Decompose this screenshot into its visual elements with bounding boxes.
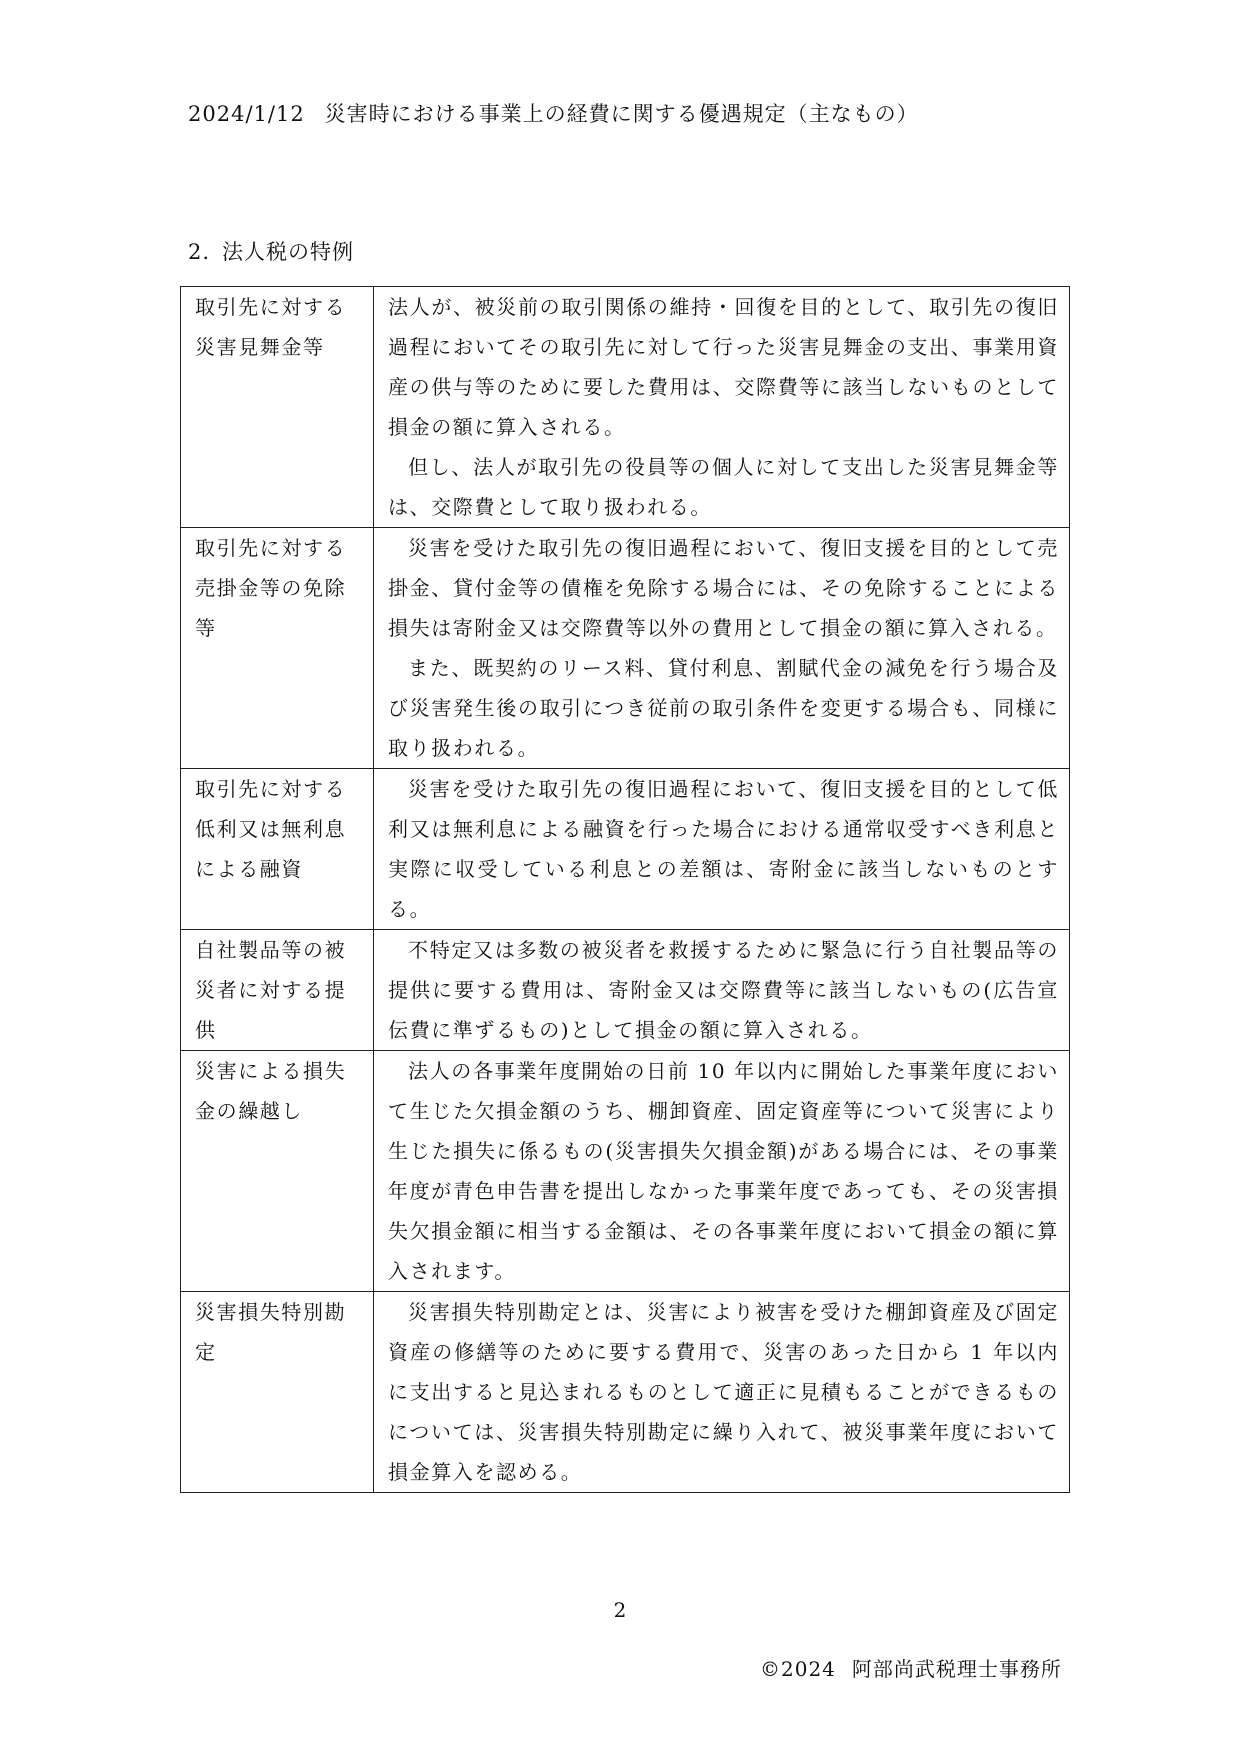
office-name: 阿部尚武税理士事務所 <box>851 1657 1062 1681</box>
row-label: 自社製品等の被災者に対する提供 <box>181 930 374 1051</box>
row-label: 災害損失特別勘定 <box>181 1292 374 1493</box>
description-paragraph: 但し、法人が取引先の役員等の個人に対して支出した災害見舞金等は、交際費として取り扱われる。 <box>388 455 1059 519</box>
header-date: 2024/1/12 <box>188 102 305 126</box>
table-row <box>181 528 1070 769</box>
document-header <box>188 98 919 128</box>
page-number: 2 <box>613 1598 627 1622</box>
description-paragraph: 法人が、被災前の取引関係の維持・回復を目的として、取引先の復旧過程においてその取引先に対して行った災害見舞金の支出、事業用資産の供与等のために要した費用は、交際費等に該当しないものとして損金の額に算入される。 <box>388 295 1059 439</box>
table-row <box>181 287 1070 528</box>
row-description <box>374 769 1070 930</box>
description-paragraph: 法人の各事業年度開始の日前 10 年以内に開始した事業年度において生じた欠損金額のうち、棚卸資産、固定資産等について災害により生じた損失に係るもの(災害損失欠損金額)がある場合には、その事業年度が青色申告書を提出しなかった事業年度であっても、その災害損失欠損金額に相当する金額は、その各事業年度において損金の額に算入されます。 <box>388 1059 1059 1283</box>
special-provisions-table <box>180 286 1070 1493</box>
header-title: 災害時における事業上の経費に関する優遇規定（主なもの） <box>324 102 919 126</box>
row-label: 取引先に対する低利又は無利息による融資 <box>181 769 374 930</box>
description-paragraph: 災害損失特別勘定とは、災害により被害を受けた棚卸資産及び固定資産の修繕等のために要する費用で、災害のあった日から 1 年以内に支出すると見込まれるものとして適正に見積もることができるものについては、災害損失特別勘定に繰り入れて、被災事業年度において損金算入を認める。 <box>388 1300 1059 1484</box>
description-paragraph: また、既契約のリース料、貸付利息、割賦代金の減免を行う場合及び災害発生後の取引につき従前の取引条件を変更する場合も、同様に取り扱われる。 <box>388 656 1059 760</box>
table-row <box>181 930 1070 1051</box>
description-paragraph: 災害を受けた取引先の復旧過程において、復旧支援を目的として低利又は無利息による融資を行った場合における通常収受すべき利息と実際に収受している利息との差額は、寄附金に該当しないものとする。 <box>388 777 1059 921</box>
description-paragraph: 不特定又は多数の被災者を救援するために緊急に行う自社製品等の提供に要する費用は、寄附金又は交際費等に該当しないもの(広告宣伝費に準ずるもの)として損金の額に算入される。 <box>388 938 1059 1042</box>
row-description <box>374 930 1070 1051</box>
description-paragraph: 災害を受けた取引先の復旧過程において、復旧支援を目的として売掛金、貸付金等の債権を免除する場合には、その免除することによる損失は寄附金又は交際費等以外の費用として損金の額に算入される。 <box>388 536 1059 640</box>
section-heading <box>188 236 354 266</box>
section-number: 2. <box>188 240 211 264</box>
table-row <box>181 1051 1070 1292</box>
row-description <box>374 1051 1070 1292</box>
table-row <box>181 1292 1070 1493</box>
row-description <box>374 1292 1070 1493</box>
copyright-line <box>760 1653 1062 1682</box>
row-label: 災害による損失金の繰越し <box>181 1051 374 1292</box>
row-label: 取引先に対する売掛金等の免除等 <box>181 528 374 769</box>
table-row <box>181 769 1070 930</box>
row-description <box>374 528 1070 769</box>
row-description <box>374 287 1070 528</box>
copyright-year: ©2024 <box>760 1657 836 1681</box>
section-title: 法人税の特例 <box>222 240 355 264</box>
row-label: 取引先に対する災害見舞金等 <box>181 287 374 528</box>
